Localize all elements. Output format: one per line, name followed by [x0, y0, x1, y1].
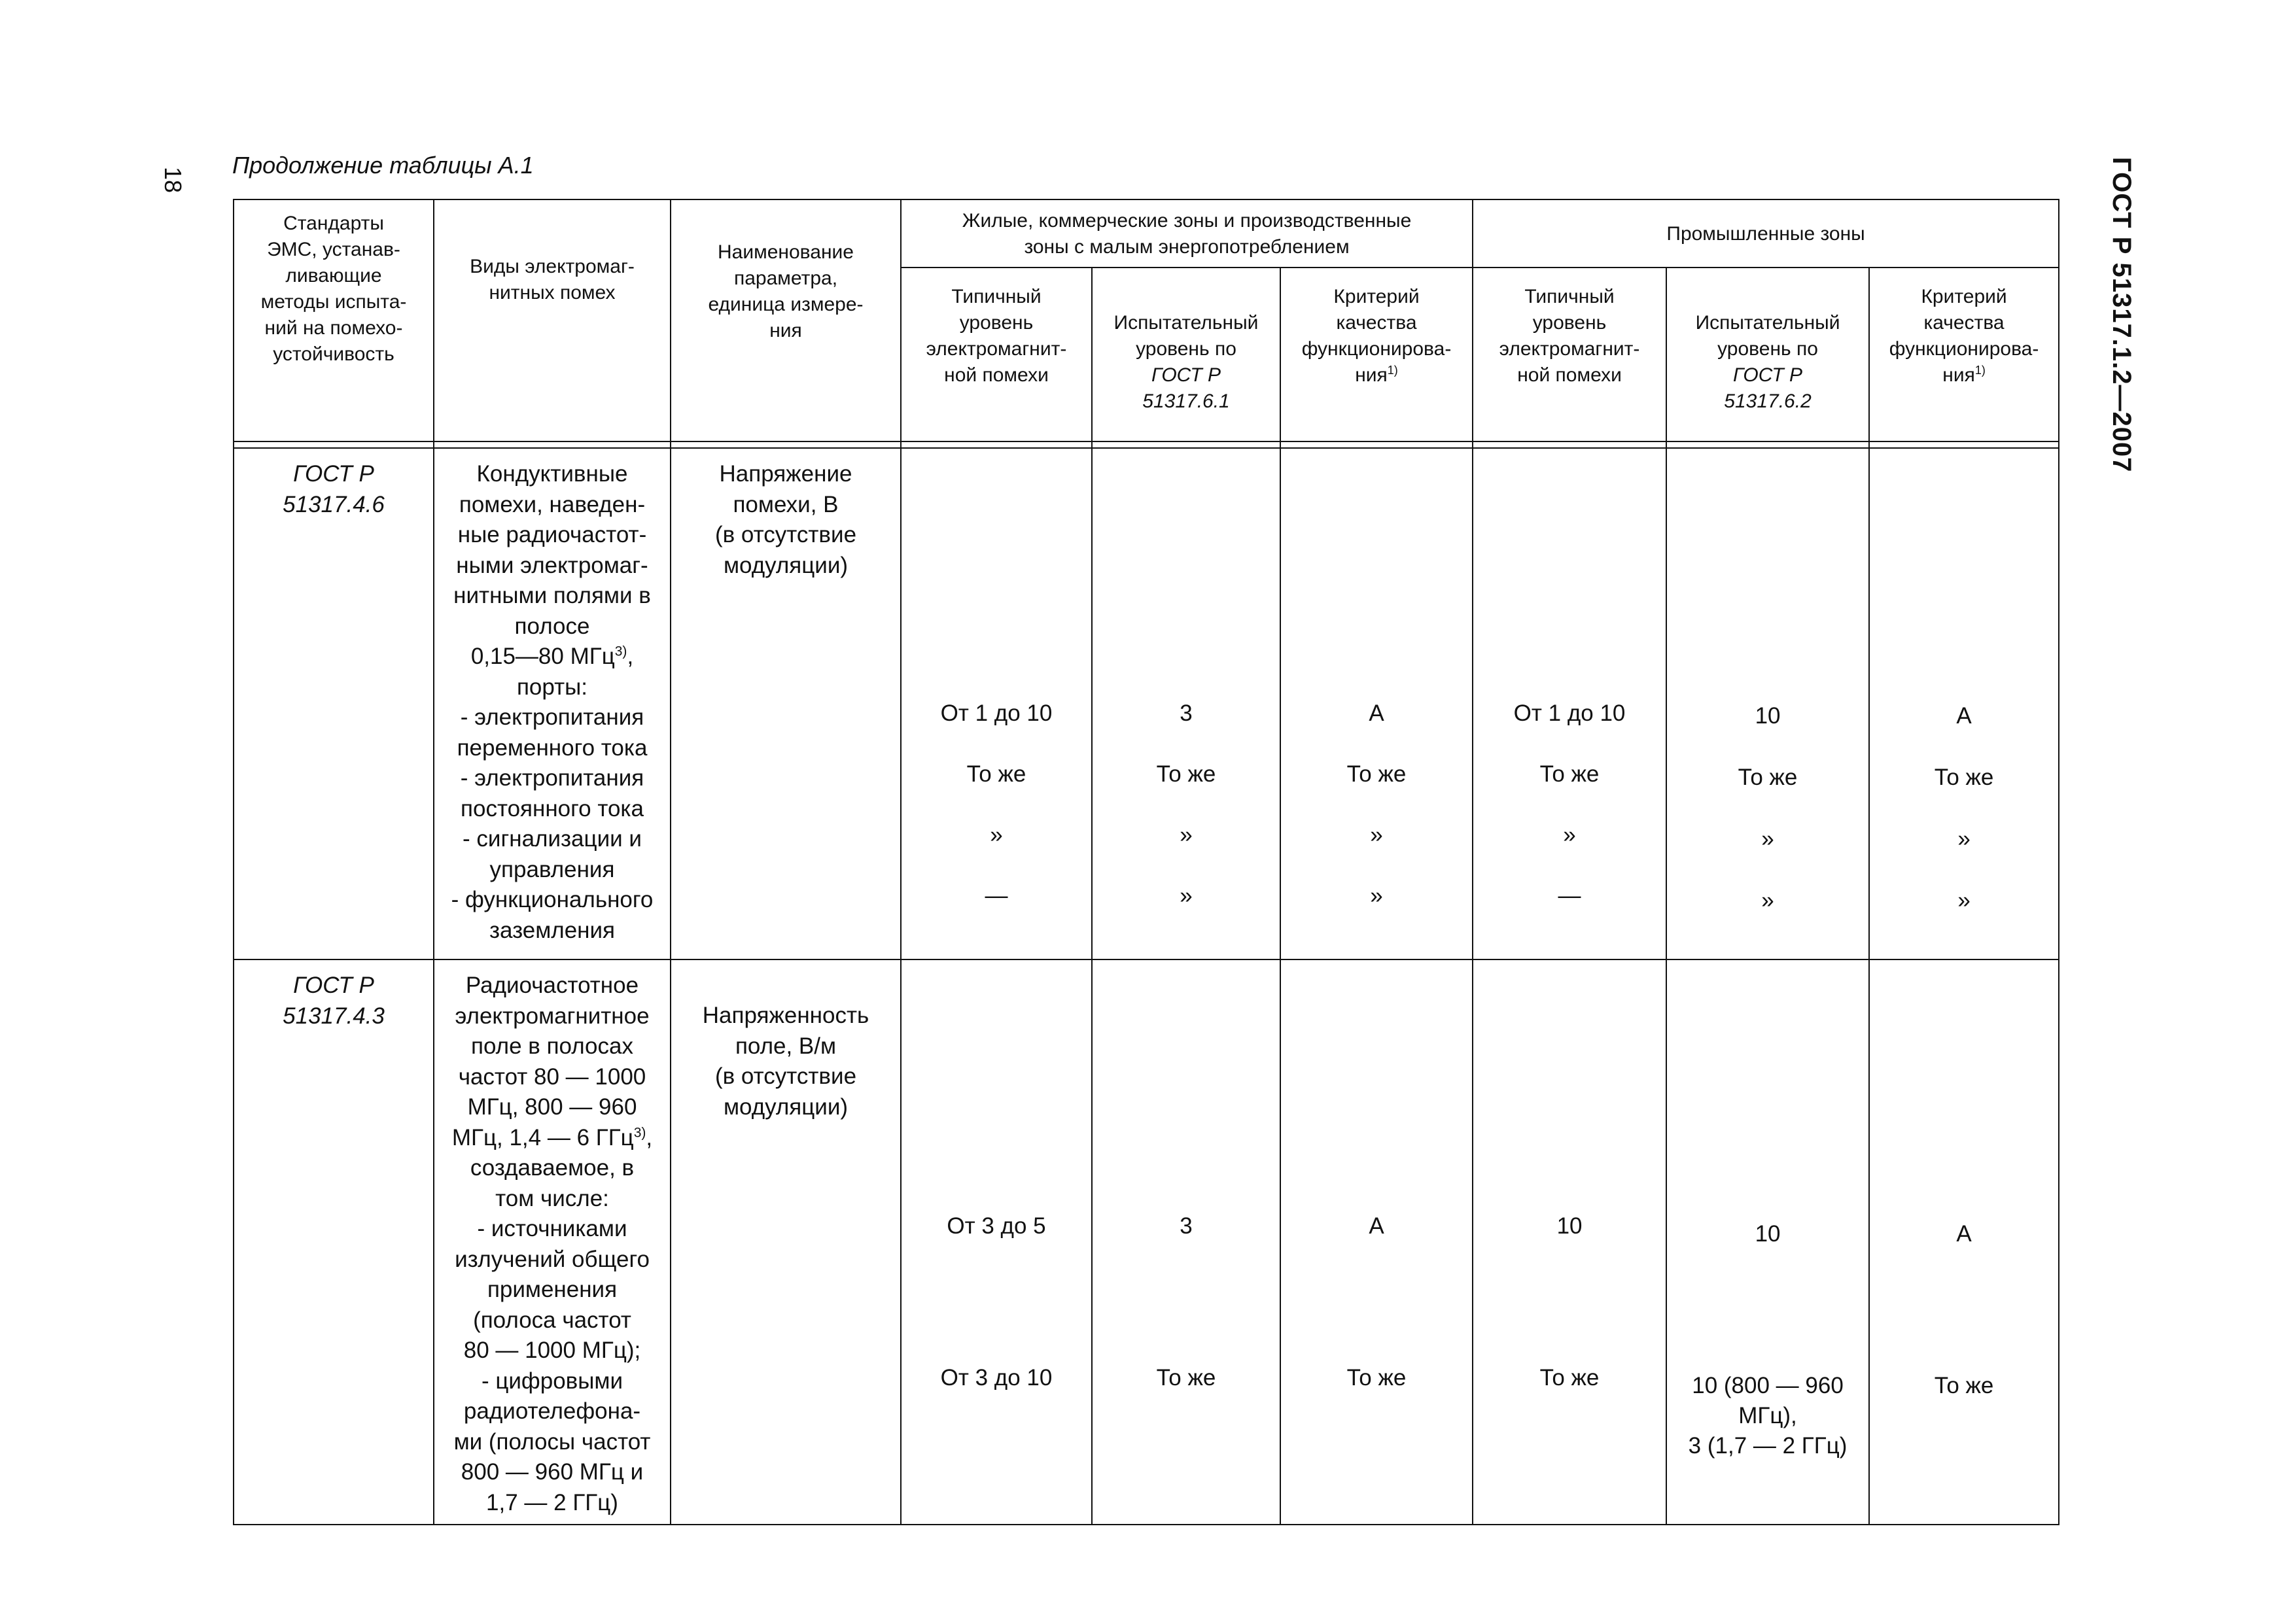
- header-interference-text: Виды электромаг- нитных помех: [470, 256, 635, 303]
- header-standards-text: Стандарты ЭМС, устанав- ливающие методы испыта- ний на помехо- устойчивость: [260, 213, 407, 365]
- row1-ind-criterion-cell: [1869, 448, 2059, 959]
- row1-parameter-cell: [671, 448, 901, 959]
- header-ind-test-level: [1666, 268, 1869, 441]
- row1-ind-typical-2: То же: [1539, 761, 1600, 787]
- table-row: [234, 448, 2059, 959]
- row1-res-typical-4: —: [985, 883, 1008, 908]
- header-standards: [234, 199, 434, 441]
- header-ind-test-prefix: Испытательный уровень по: [1695, 312, 1840, 360]
- header-interference-types: [434, 199, 671, 441]
- row1-ind-test-4: »: [1761, 888, 1774, 913]
- header-res-test-level: [1092, 268, 1280, 441]
- row2-res-criterion-2: То же: [1346, 1365, 1407, 1391]
- row2-res-typical-2: От 3 до 10: [940, 1365, 1053, 1391]
- row1-ind-criterion-4: »: [1957, 888, 1971, 913]
- header-group-residential: [901, 199, 1473, 268]
- row2-ind-criterion-1: А: [1956, 1221, 1972, 1247]
- row2-standard: ГОСТ Р 51317.4.3: [283, 973, 385, 1029]
- row1-interference-part2: , порты: - электропитания переменного тока - электропитания постоянного тока - сигнализации и управления - функционального заземления: [451, 644, 654, 943]
- row1-res-test-1: 3: [1180, 700, 1193, 726]
- row1-standard-cell: [234, 448, 434, 959]
- row1-res-criterion-4: »: [1370, 883, 1383, 908]
- row2-ind-typical-1: 10: [1556, 1213, 1583, 1239]
- row2-parameter: Напряженность поле, В/м (в отсутствие модуляции): [702, 1003, 869, 1120]
- emc-requirements-table: [233, 199, 2059, 1525]
- row1-ind-typical-1: От 1 до 10: [1513, 700, 1626, 726]
- header-group-residential-text: Жилые, коммерческие зоны и производственные зоны с малым энергопотреблением: [962, 210, 1412, 258]
- header-ind-criterion: [1869, 268, 2059, 441]
- row1-ind-criterion-1: А: [1956, 703, 1972, 729]
- row1-res-test-2: То же: [1156, 761, 1216, 787]
- header-ind-criterion-text: Критерий качества функционирова- ния: [1889, 286, 2039, 386]
- row2-interference-part1: Радиочастотное электромагнитное поле в полосах частот 80 — 1000 МГц, 800 — 960 МГц, 1,4 — 6 ГГц: [451, 973, 650, 1150]
- row1-res-typical-1: От 1 до 10: [940, 700, 1053, 726]
- row2-ind-typical-cell: [1473, 959, 1666, 1525]
- row1-res-typical-3: »: [990, 822, 1003, 848]
- row2-res-criterion-cell: [1280, 959, 1473, 1525]
- row1-ind-test-2: То же: [1738, 765, 1798, 790]
- row1-ind-typical-4: —: [1558, 883, 1581, 908]
- header-res-criterion: [1280, 268, 1473, 441]
- row2-res-test-1: 3: [1180, 1213, 1193, 1239]
- header-group-industrial: [1473, 199, 2059, 268]
- row1-ind-test-cell: [1666, 448, 1869, 959]
- row1-interference-part1: Кондуктивные помехи, наведен- ные радиочастот- ными электромаг- нитными полями в полосе 0,15—80 МГц: [453, 461, 651, 669]
- header-ind-typical-level: [1473, 268, 1666, 441]
- row2-res-test-cell: [1092, 959, 1280, 1525]
- footnote-marker: 1): [1974, 364, 1986, 377]
- header-parameter: [671, 199, 901, 441]
- row1-ind-test-3: »: [1761, 826, 1774, 852]
- table-caption: Продолжение таблицы А.1: [232, 152, 534, 179]
- row1-res-criterion-2: То же: [1346, 761, 1407, 787]
- row2-res-typical-1: От 3 до 5: [947, 1213, 1046, 1239]
- header-res-test-prefix: Испытательный уровень по: [1113, 312, 1259, 360]
- row1-res-test-cell: [1092, 448, 1280, 959]
- row2-ind-criterion-2: То же: [1934, 1373, 1994, 1398]
- row2-ind-test-cell: [1666, 959, 1869, 1525]
- row1-ind-typical-3: »: [1563, 822, 1576, 848]
- table-row: [234, 959, 2059, 1525]
- row1-ind-criterion-3: »: [1957, 826, 1971, 852]
- header-ind-test-standard: ГОСТ Р 51317.6.2: [1724, 364, 1812, 412]
- header-group-industrial-text: Промышленные зоны: [1666, 223, 1865, 245]
- row1-res-criterion-1: А: [1369, 700, 1384, 726]
- row2-footnote-marker: 3): [633, 1124, 646, 1140]
- row2-ind-test-2: 10 (800 — 960 МГц), 3 (1,7 — 2 ГГц): [1688, 1373, 1848, 1459]
- row1-res-typical-cell: [901, 448, 1092, 959]
- header-parameter-text: Наименование параметра, единица измере- ния: [708, 241, 864, 341]
- row2-ind-criterion-cell: [1869, 959, 2059, 1525]
- row1-parameter: Напряжение помехи, В (в отсутствие модуляции): [714, 461, 857, 578]
- header-res-test-standard: ГОСТ Р 51317.6.1: [1142, 364, 1230, 412]
- row1-standard: ГОСТ Р 51317.4.6: [283, 461, 385, 517]
- document-designation: ГОСТ Р 51317.1.2—2007: [2107, 157, 2136, 473]
- row1-footnote-marker: 3): [614, 644, 627, 659]
- header-ind-typical-text: Типичный уровень электромагнит- ной помехи: [1499, 286, 1640, 386]
- header-res-typical-level: [901, 268, 1092, 441]
- row2-res-criterion-1: А: [1369, 1213, 1384, 1239]
- row2-standard-cell: [234, 959, 434, 1525]
- row1-ind-criterion-2: То же: [1934, 765, 1994, 790]
- header-res-typical-text: Типичный уровень электромагнит- ной помехи: [926, 286, 1067, 386]
- row1-res-test-4: »: [1180, 883, 1193, 908]
- row1-interference-cell: [434, 448, 671, 959]
- footnote-marker: 1): [1387, 364, 1398, 377]
- page-number: 18: [160, 167, 186, 194]
- row2-parameter-cell: [671, 959, 901, 1525]
- row2-ind-typical-2: То же: [1539, 1365, 1600, 1391]
- row1-res-typical-2: То же: [966, 761, 1026, 787]
- row2-ind-test-1: 10: [1755, 1221, 1781, 1247]
- row1-res-criterion-cell: [1280, 448, 1473, 959]
- row1-res-criterion-3: »: [1370, 822, 1383, 848]
- row2-res-typical-cell: [901, 959, 1092, 1525]
- row2-interference-cell: [434, 959, 671, 1525]
- row2-res-test-2: То же: [1156, 1365, 1216, 1391]
- row1-ind-test-1: 10: [1755, 703, 1781, 729]
- row1-ind-typical-cell: [1473, 448, 1666, 959]
- row1-res-test-3: »: [1180, 822, 1193, 848]
- header-res-criterion-text: Критерий качества функционирова- ния: [1301, 286, 1452, 386]
- row2-interference-part2: , создаваемое, в том числе: - источниками излучений общего применения (полоса частот 80 — 1000 МГц); - цифровыми радиотелефона- ми (полосы частот 800 — 960 МГц и 1,7 — 2 ГГц): [453, 1124, 653, 1515]
